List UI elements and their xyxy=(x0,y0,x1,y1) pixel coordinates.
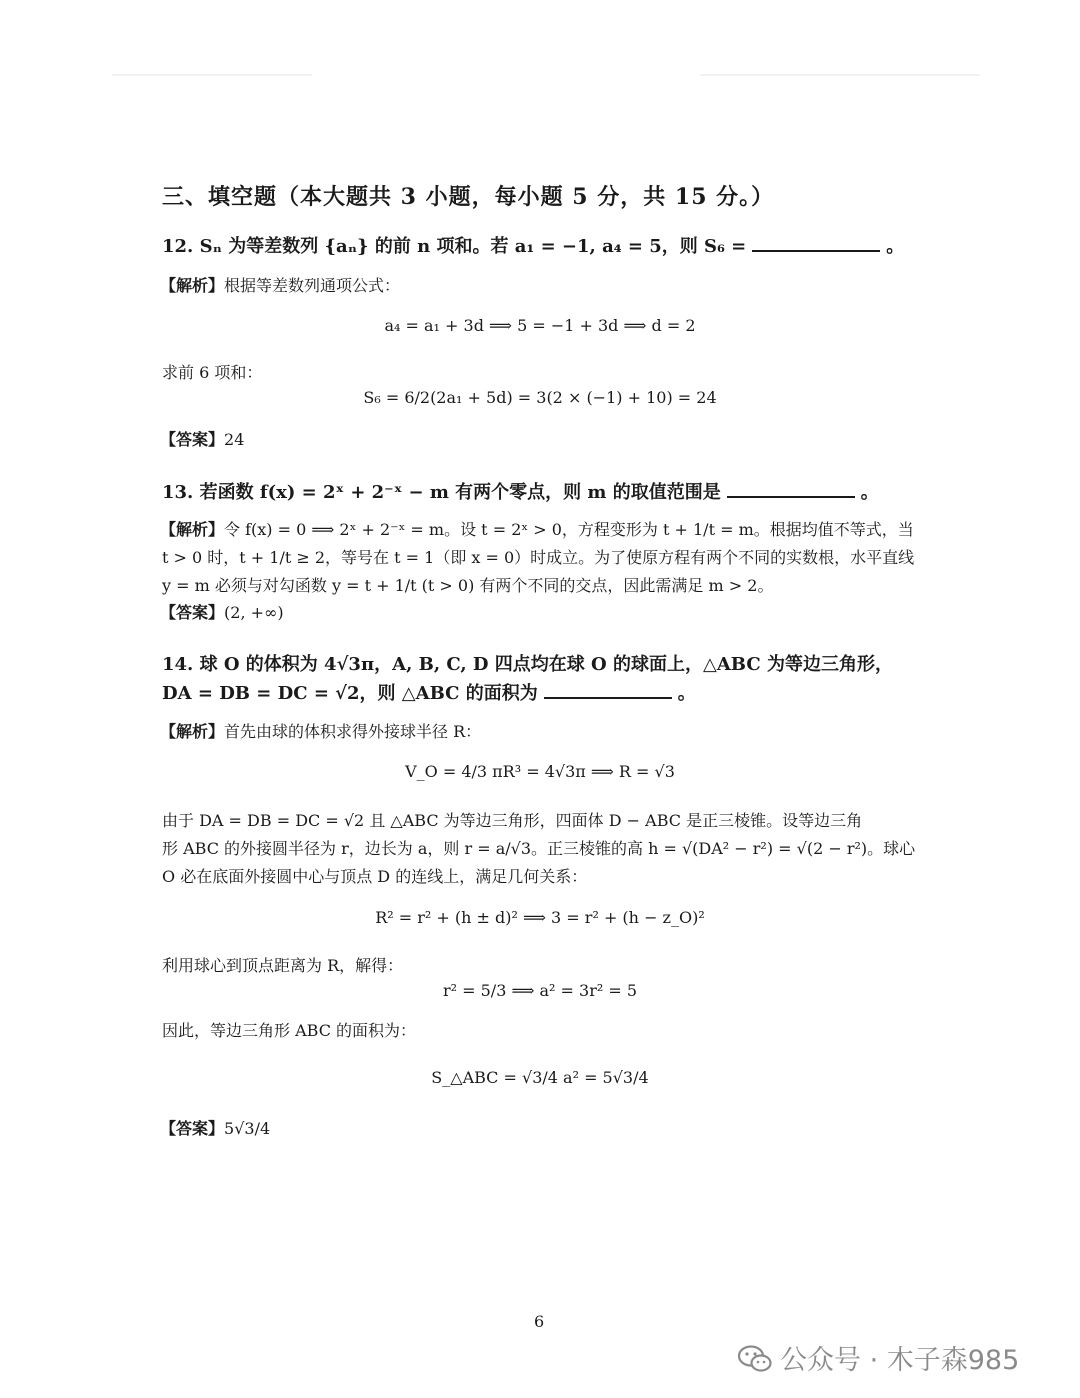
q12-text-2: 求前 6 项和： xyxy=(162,363,263,382)
q14-equation-4: S_△ABC = √3/4 a² = 5√3/4 xyxy=(431,1068,649,1087)
q13-analysis-line-1: 【解析】令 f(x) = 0 ⟹ 2ˣ + 2⁻ˣ = m。设 t = 2ˣ > 0，方程变形为 t + 1/t = m。根据均值不等式，当 xyxy=(160,520,914,539)
q14-analysis-line-2: 形 ABC 的外接圆半径为 r，边长为 a，则 r = a/√3。正三棱锥的高 h = √(DA² − r²) = √(2 − r²)。球心 xyxy=(162,839,916,858)
answer-tag: 【答案】 xyxy=(160,1119,225,1138)
section-title: 三、填空题（本大题共 3 小题，每小题 5 分，共 15 分。） xyxy=(162,184,775,210)
question-13-text: 13. 若函数 f(x) = 2ˣ + 2⁻ˣ − m 有两个零点，则 m 的取值范围是 xyxy=(162,482,721,503)
q12-answer xyxy=(160,427,244,450)
answer-tag: 【答案】 xyxy=(160,603,225,622)
answer-value: 5√3/4 xyxy=(224,1119,271,1138)
question-13: 13. 若函数 f(x) = 2ˣ + 2⁻ˣ − m 有两个零点，则 m 的取值范围是 。 xyxy=(162,482,879,503)
q14-answer xyxy=(160,1116,270,1139)
question-12-text: 12. Sₙ 为等差数列 {aₙ} 的前 n 项和。若 a₁ = −1, a₄ = 5，则 S₆ = xyxy=(162,236,747,257)
header-rule-right xyxy=(700,74,980,76)
answer-value: 24 xyxy=(224,430,245,449)
q14-analysis-line-4: 利用球心到顶点距离为 R，解得： xyxy=(162,956,404,975)
q13-analysis-line-2: t > 0 时，t + 1/t ≥ 2，等号在 t = 1（即 x = 0）时成立。为了使原方程有两个不同的实数根，水平直线 xyxy=(162,548,915,567)
q13-analysis-line-3: y = m 必须与对勾函数 y = t + 1/t (t > 0) 有两个不同的交点，因此需满足 m > 2。 xyxy=(162,576,774,595)
wechat-icon xyxy=(738,1345,772,1373)
analysis-tag: 【解析】 xyxy=(160,722,225,741)
watermark-text: 公众号 · 木子森985 xyxy=(780,1345,1020,1376)
q14-equation-3: r² = 5/3 ⟹ a² = 3r² = 5 xyxy=(442,981,638,1000)
question-14-line-1: 14. 球 O 的体积为 4√3π，A, B, C, D 四点均在球 O 的球面上，△ABC 为等边三角形， xyxy=(162,654,893,675)
q14-equation-2: R² = r² + (h ± d)² ⟹ 3 = r² + (h − z_O)² xyxy=(375,908,705,927)
analysis-tag: 【解析】 xyxy=(160,520,225,539)
answer-blank xyxy=(727,482,855,498)
q14-equation-1: V_O = 4/3 πR³ = 4√3π ⟹ R = √3 xyxy=(405,762,675,781)
q12-equation-1: a₄ = a₁ + 3d ⟹ 5 = −1 + 3d ⟹ d = 2 xyxy=(384,316,696,335)
answer-blank xyxy=(544,683,672,699)
question-14-line-2: DA = DB = DC = √2，则 △ABC 的面积为 。 xyxy=(162,683,696,704)
watermark xyxy=(738,1338,1019,1377)
q13-answer xyxy=(160,600,284,623)
answer-tag: 【答案】 xyxy=(160,430,225,449)
question-12: 12. Sₙ 为等差数列 {aₙ} 的前 n 项和。若 a₁ = −1, a₄ = 5，则 S₆ = 。 xyxy=(162,236,905,257)
answer-value: (2, +∞) xyxy=(224,603,284,622)
analysis-tag: 【解析】 xyxy=(160,276,225,295)
q14-analysis-line-3: O 必在底面外接圆中心与顶点 D 的连线上，满足几何关系： xyxy=(162,867,588,886)
q14-analysis-line-1: 由于 DA = DB = DC = √2 且 △ABC 为等边三角形，四面体 D − ABC 是正三棱锥。设等边三角 xyxy=(162,811,863,830)
header-rule-left xyxy=(112,74,312,76)
q14-analysis-line-5: 因此，等边三角形 ABC 的面积为： xyxy=(162,1021,417,1040)
q14-analysis: 【解析】首先由球的体积求得外接球半径 R： xyxy=(160,722,482,741)
page-number: 6 xyxy=(534,1312,545,1331)
answer-blank xyxy=(752,236,880,252)
q12-equation-2: S₆ = 6/2(2a₁ + 5d) = 3(2 × (−1) + 10) = 24 xyxy=(363,388,717,407)
q12-analysis: 【解析】根据等差数列通项公式： xyxy=(160,276,401,295)
